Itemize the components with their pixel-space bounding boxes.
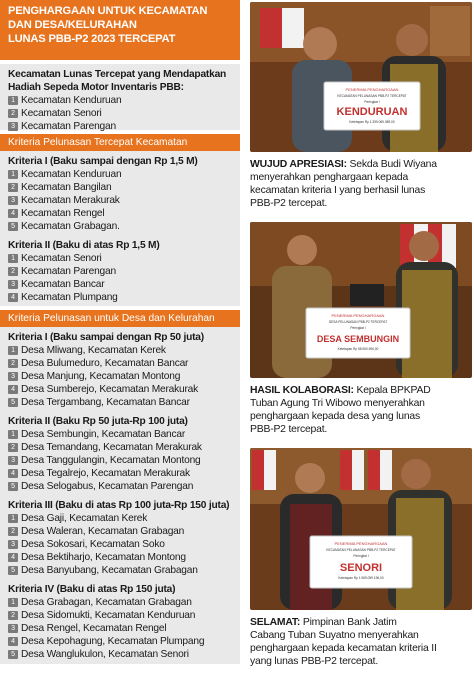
number-badge: 4 <box>8 293 18 302</box>
list-item: 1 Desa Sembungin, Kecamatan Bancar <box>8 428 232 441</box>
list-item: 5 Desa Selogabus, Kecamatan Parengan <box>8 480 232 493</box>
photo-caption-3: SELAMAT: Pimpinan Bank Jatim Cabang Tuban Suyatno menyerahkan penghargaan kepada kecamatan kriteria II yang lunas PBB-P2 tercepat. <box>250 617 437 667</box>
number-badge: 3 <box>8 280 18 289</box>
number-badge: 5 <box>8 482 18 491</box>
board-name-text: DESA SEMBUNGIN <box>316 334 400 344</box>
desa-criteria-4-heading: Kriteria IV (Baku di atas Rp 150 juta) <box>8 584 176 595</box>
number-badge: 2 <box>8 527 18 536</box>
number-badge: 1 <box>8 96 18 105</box>
number-badge: 1 <box>8 598 18 607</box>
list-item: 4 Desa Sumberejo, Kecamatan Merakurak <box>8 383 232 396</box>
number-badge: 2 <box>8 443 18 452</box>
number-badge: 3 <box>8 372 18 381</box>
board-criteria-text: Peringkat I <box>350 326 366 330</box>
number-badge: 4 <box>8 469 18 478</box>
award-photo-kenduruan <box>250 2 472 152</box>
motorcycle-prize-section <box>0 64 240 130</box>
board-amount-text: Ketetapan Rp 1.359.069.089,00 <box>349 120 395 124</box>
caption-bold: WUJUD APRESIASI: <box>250 159 347 170</box>
photo-caption-2: HASIL KOLABORASI: Kepala BPKPAD Tuban Agung Tri Wibowo menyerahkan penghargaan kepada desa yang lunas PBB-P2 tercepat. <box>250 385 431 435</box>
board-sub-text: KECAMATAN PELUNASAN PBB-P2 TERCEPAT <box>326 548 396 552</box>
list-item: 3 Kecamatan Bancar <box>8 278 232 291</box>
board-criteria-text: Peringkat I <box>364 100 380 104</box>
number-badge: 2 <box>8 183 18 192</box>
desa-criteria-3-heading: Kriteria III (Baku di atas Rp 100 juta-Rp 150 juta) <box>8 500 230 511</box>
list-item: 3 Desa Rengel, Kecamatan Rengel <box>8 622 232 635</box>
number-badge: 5 <box>8 398 18 407</box>
list-item: 3 Desa Manjung, Kecamatan Montong <box>8 370 232 383</box>
number-badge: 3 <box>8 122 18 131</box>
number-badge: 3 <box>8 196 18 205</box>
desa-criteria-band: Kriteria Pelunasan untuk Desa dan Kelurahan <box>0 310 240 327</box>
list-item: 4 Kecamatan Plumpang <box>8 291 232 304</box>
photo-illustration <box>250 222 472 378</box>
number-badge: 5 <box>8 222 18 231</box>
board-top-text: PENERIMA PENGHARGAAN <box>345 87 399 92</box>
number-badge: 4 <box>8 385 18 394</box>
number-badge: 2 <box>8 359 18 368</box>
photo-illustration <box>250 2 472 152</box>
list-item: 3 Kecamatan Parengan <box>8 120 232 133</box>
number-badge: 1 <box>8 346 18 355</box>
photo-illustration <box>250 448 472 610</box>
title-line-2: DAN DESA/KELURAHAN <box>8 19 137 31</box>
number-badge: 5 <box>8 566 18 575</box>
kecamatan-criteria-1-heading: Kriteria I (Baku sampai dengan Rp 1,5 M) <box>8 156 198 167</box>
number-badge: 1 <box>8 254 18 263</box>
caption-bold: SELAMAT: <box>250 617 301 628</box>
number-badge: 4 <box>8 209 18 218</box>
list-item: 5 Desa Tergambang, Kecamatan Bancar <box>8 396 232 409</box>
board-criteria-text: Peringkat I <box>353 554 369 558</box>
list-item: 5 Desa Banyubang, Kecamatan Grabagan <box>8 564 232 577</box>
list-item: 1 Kecamatan Kenduruan <box>8 168 232 181</box>
list-item: 2 Kecamatan Parengan <box>8 265 232 278</box>
list-item: 3 Kecamatan Merakurak <box>8 194 232 207</box>
list-item: 1 Kecamatan Senori <box>8 252 232 265</box>
list-item: 2 Desa Waleran, Kecamatan Grabagan <box>8 525 232 538</box>
award-photo-senori <box>250 448 472 610</box>
list-item: 3 Desa Tanggulangin, Kecamatan Montong <box>8 454 232 467</box>
article-title <box>0 0 240 60</box>
board-name-text: SENORI <box>339 562 383 574</box>
kecamatan-criteria-2-heading: Kriteria II (Baku di atas Rp 1,5 M) <box>8 240 160 251</box>
number-badge: 4 <box>8 637 18 646</box>
photo-column <box>248 0 474 682</box>
prize-heading-line-2: Hadiah Sepeda Motor Inventaris PBB: <box>8 82 184 93</box>
list-item: 1 Kecamatan Kenduruan <box>8 94 232 107</box>
number-badge: 2 <box>8 267 18 276</box>
list-item: 1 Desa Gaji, Kecamatan Kerek <box>8 512 232 525</box>
number-badge: 3 <box>8 624 18 633</box>
list-item: 1 Desa Mliwang, Kecamatan Kerek <box>8 344 232 357</box>
number-badge: 1 <box>8 514 18 523</box>
board-top-text: PENERIMA PENGHARGAAN <box>334 541 388 546</box>
list-item: 4 Desa Tegalrejo, Kecamatan Merakurak <box>8 467 232 480</box>
list-item: 2 Desa Sidomukti, Kecamatan Kenduruan <box>8 609 232 622</box>
number-badge: 2 <box>8 109 18 118</box>
number-badge: 2 <box>8 611 18 620</box>
desa-criteria-2-heading: Kriteria II (Baku Rp 50 juta-Rp 100 juta) <box>8 416 188 427</box>
list-item: 2 Desa Temandang, Kecamatan Merakurak <box>8 441 232 454</box>
photo-caption-1: WUJUD APRESIASI: Sekda Budi Wiyana menyerahkan penghargaan kepada kecamatan kriteria I yang berhasil lunas PBB-P2 tercepat. <box>250 159 437 209</box>
board-amount-text: Ketetapan Rp 58.960.906,00 <box>337 347 379 351</box>
list-item: 4 Desa Bektiharjo, Kecamatan Montong <box>8 551 232 564</box>
list-item: 2 Kecamatan Bangilan <box>8 181 232 194</box>
list-item: 3 Desa Sokosari, Kecamatan Soko <box>8 538 232 551</box>
award-photo-sembungin <box>250 222 472 378</box>
board-top-text: PENERIMA PENGHARGAAN <box>331 313 385 318</box>
board-name-text: KENDURUAN <box>336 106 408 118</box>
list-item: 4 Desa Kepohagung, Kecamatan Plumpang <box>8 635 232 648</box>
title-line-1: PENGHARGAAN UNTUK KECAMATAN <box>8 5 208 17</box>
list-item: 1 Desa Grabagan, Kecamatan Grabagan <box>8 596 232 609</box>
prize-heading-line-1: Kecamatan Lunas Tercepat yang Mendapatkan <box>8 69 227 80</box>
number-badge: 3 <box>8 540 18 549</box>
title-line-3: LUNAS PBB-P2 2023 TERCEPAT <box>8 33 176 45</box>
desa-criteria-1-heading: Kriteria I (Baku sampai dengan Rp 50 juta) <box>8 332 204 343</box>
number-badge: 1 <box>8 430 18 439</box>
list-item: 2 Kecamatan Senori <box>8 107 232 120</box>
board-sub-text: DESA PELUNASAN PBB-P2 TERCEPAT <box>328 320 388 324</box>
number-badge: 3 <box>8 456 18 465</box>
number-badge: 1 <box>8 170 18 179</box>
list-item: 4 Kecamatan Rengel <box>8 207 232 220</box>
kecamatan-criteria-band: Kriteria Pelunasan Tercepat Kecamatan <box>0 134 240 151</box>
board-amount-text: Ketetapan Rp 1.969.059.196,00 <box>338 576 384 580</box>
list-item: 5 Kecamatan Grabagan. <box>8 220 232 233</box>
list-item: 5 Desa Wanglukulon, Kecamatan Senori <box>8 648 232 661</box>
caption-bold: HASIL KOLABORASI: <box>250 385 354 396</box>
number-badge: 5 <box>8 650 18 659</box>
desa-criteria-section <box>0 327 240 664</box>
board-sub-text: KECAMATAN PELUNASAN PBB-P2 TERCEPAT <box>337 94 407 98</box>
kecamatan-criteria-section <box>0 151 240 306</box>
list-item: 2 Desa Bulumeduro, Kecamatan Bancar <box>8 357 232 370</box>
number-badge: 4 <box>8 553 18 562</box>
